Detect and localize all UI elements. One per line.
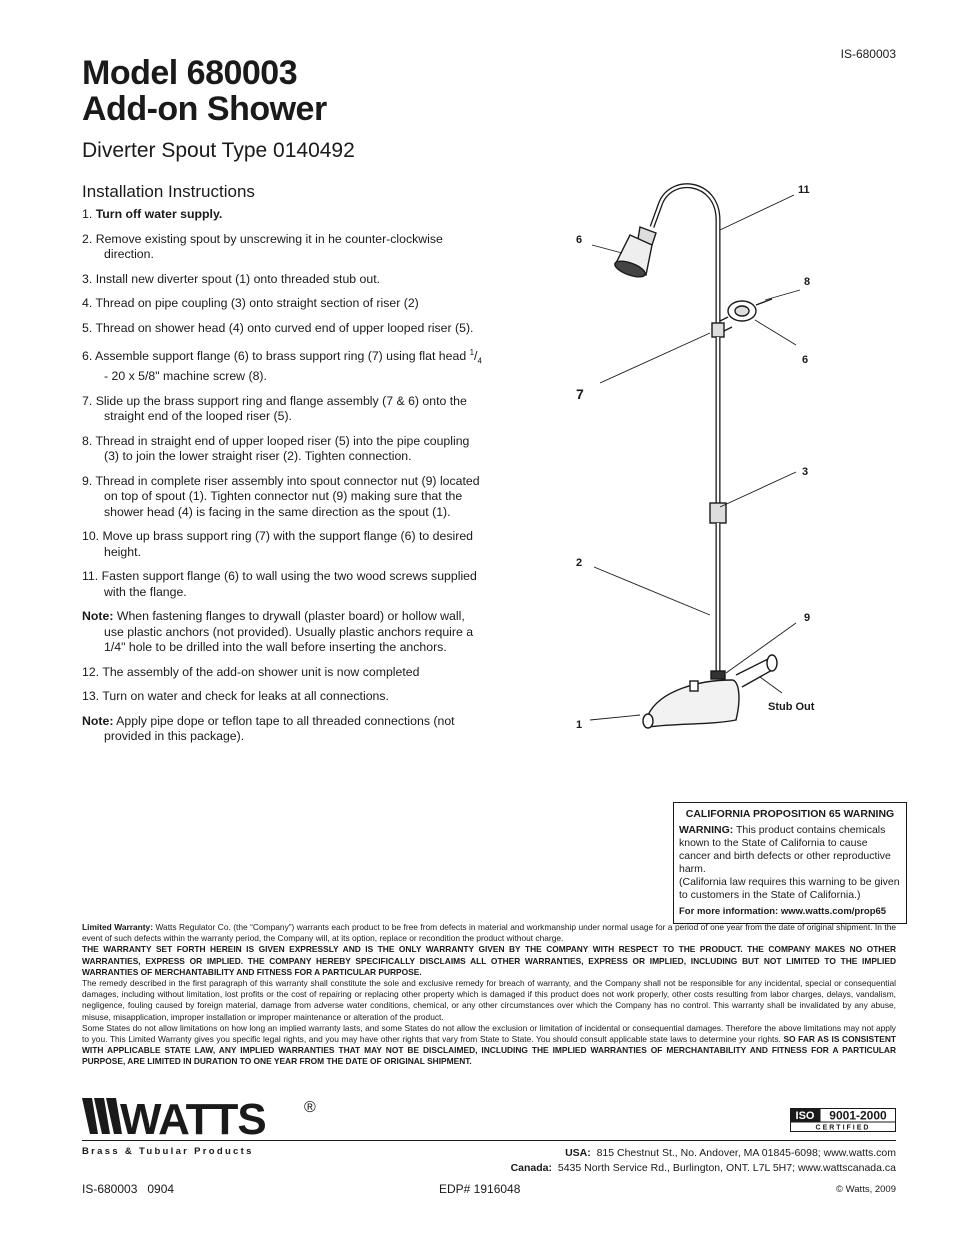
prop65-note: (California law requires this warning to be given to customers in the State of California.)	[679, 876, 900, 901]
step-5: 5. Thread on shower head (4) onto curved end of upper looped riser (5).	[82, 320, 474, 335]
section-title: Installation Instructions	[82, 182, 255, 201]
step-6: 6. Assemble support flange (6) to brass support ring (7) using flat head $^1/_4 - 20$ x 5/8" machine screw (8).	[82, 348, 482, 384]
footer-doc-code: IS-680003 0904	[82, 1182, 175, 1196]
watts-logo	[82, 1094, 322, 1138]
callout-1: 1	[576, 719, 583, 731]
callout-6-flange: 6	[802, 354, 809, 366]
svg-text:ISO: ISO	[795, 1110, 815, 1122]
step-7: 7. Slide up the brass support ring and flange assembly (7 & 6) onto the straight end of the looped riser (5).	[82, 393, 467, 424]
iso-certified-badge	[790, 1108, 896, 1132]
step-10: 10. Move up brass support ring (7) with the support flange (6) to desired height.	[82, 529, 473, 559]
footer-copyright: © Watts, 2009	[836, 1184, 896, 1195]
support-ring	[712, 323, 724, 337]
shower-assembly-diagram	[560, 175, 830, 745]
callout-7: 7	[576, 386, 584, 402]
prop65-warning-box	[673, 802, 907, 924]
machine-screw	[756, 299, 772, 305]
shower-head-icon	[613, 227, 656, 280]
callout-11: 11	[798, 184, 810, 196]
svg-text:9001-2000: 9001-2000	[829, 1108, 887, 1123]
company-addresses	[511, 1146, 896, 1176]
document-id: IS-680003	[840, 47, 896, 61]
callout-3: 3	[802, 466, 809, 478]
step-3: 3. Install new diverter spout (1) onto threaded stub out.	[82, 271, 381, 286]
warranty-para-1: Limited Warranty: Watts Regulator Co. (the “Company”) warrants each product to be free from defects in material and workmanship under normal usage for a period of one year from the date of original shipment. In the event of such defects within the warranty period, the Company will, at its option, replace or recondition the product without charge. THE WARRANTY SET FORTH HEREIN IS GIVEN EXPRESSLY AND IS THE ONLY WARRANTY GIVEN BY THE COMPANY WITH RESPECT TO THE PRODUCT. THE COMPANY MAKES NO OTHER WARRANTIES, EXPRESS OR IMPLIED. THE COMPANY HEREBY SPECIFICALLY DISCLAIMS ALL OTHER WARRANTIES, EXPRESS OR IMPLIED, INCLUDING BUT NOT LIMITED TO THE IMPLIED WARRANTIES OF MERCHANTABILITY AND FITNESS FOR A PARTICULAR PURPOSE.	[82, 922, 897, 977]
step-2: 2. Remove existing spout by unscrewing it in he counter-clockwise direction.	[82, 231, 443, 261]
registered-mark: ®	[304, 1099, 316, 1116]
connector-nut	[711, 671, 725, 679]
prop65-warning: WARNING: This product contains chemicals known to the State of California to cause cancer and birth defects or other reproductive harm.	[679, 824, 891, 875]
step-11: 11. Fasten support flange (6) to wall using the two wood screws supplied with the flange.	[82, 569, 477, 599]
address-usa: USA: 815 Chestnut St., No. Andover, MA 01845-6098; www.watts.com	[565, 1147, 896, 1159]
title-line-1: Model 680003	[82, 54, 298, 92]
callout-stub-out: Stub Out	[768, 701, 815, 713]
prop65-heading: CALIFORNIA PROPOSITION 65 WARNING	[685, 808, 895, 820]
note-pipe-dope: Note: Apply pipe dope or teflon tape to all threaded connections (not provided in this package).	[82, 713, 455, 744]
limited-warranty	[82, 922, 896, 1068]
logo-wordmark: WATTS	[120, 1095, 266, 1138]
instruction-list	[82, 207, 482, 754]
address-canada: Canada: 5435 North Service Rd., Burlington, ONT. L7L 5H7; www.wattscanada.ca	[510, 1162, 896, 1174]
step-4: 4. Thread on pipe coupling (3) onto straight section of riser (2)	[82, 296, 419, 310]
callout-9: 9	[804, 612, 811, 624]
note-drywall: Note: When fastening flanges to drywall (plaster board) or hollow wall, use plastic anchors (not provided). Usually plastic anchors require a 1/4" hole to be drilled into the wall before inserting the anchors.	[82, 609, 474, 655]
svg-text:CERTIFIED: CERTIFIED	[815, 1124, 871, 1132]
page-subtitle: Diverter Spout Type 0140492	[82, 139, 355, 162]
warranty-para-2: The remedy described in the first paragraph of this warranty shall constitute the sole and exclusive remedy for breach of warranty, and the Company shall not be responsible for any incidental, special or consequential damages, including without limitation, lost profits or the cost of repairing or replacing other property which is damaged if this product does not work properly, other costs resulting from labor charges, delays, vandalism, negligence, fouling caused by foreign material, damage from adverse water conditions, chemical, or any other circumstances over which the Company has no control. This warranty shall be invalidated by any abuse, misuse, misapplication, improper installation or improper maintenance or alteration of the product.	[82, 978, 896, 1022]
step-1: 1. Turn off water supply.	[82, 207, 223, 221]
callout-8: 8	[804, 276, 811, 288]
callout-2: 2	[576, 557, 583, 569]
warranty-para-3: Some States do not allow limitations on how long an implied warranty lasts, and some States do not allow the exclusion or limitation of incidental or consequential damages. Therefore the above limitations may not apply to you. This Limited Warranty gives you specific legal rights, and you may have other rights that vary from State to State. You should consult applicable state laws to determine your rights. SO FAR AS IS CONSISTENT WITH APPLICABLE STATE LAW, ANY IMPLIED WARRANTIES THAT MAY NOT BE DISCLAIMED, INCLUDING THE IMPLIED WARRANTIES OF MERCHANTABILITY AND FITNESS FOR A PARTICULAR PURPOSE, ARE LIMITED IN DURATION TO ONE YEAR FROM THE DATE OF ORIGINAL SHIPMENT.	[82, 1022, 896, 1067]
step-8: 8. Thread in straight end of upper looped riser (5) into the pipe coupling (3) to join the lower straight riser (2). Tighten connection.	[82, 433, 470, 464]
step-12: 12. The assembly of the add-on shower unit is now completed	[82, 664, 420, 679]
page-title	[82, 55, 327, 127]
footer-edp: EDP# 1916048	[439, 1182, 521, 1196]
title-line-2: Add-on Shower	[82, 90, 327, 128]
callout-6-head: 6	[576, 234, 583, 246]
prop65-more-info: For more information: www.watts.com/prop65	[679, 906, 887, 917]
upper-looped-riser	[652, 186, 718, 325]
pipe-coupling	[710, 503, 726, 523]
step-13: 13. Turn on water and check for leaks at all connections.	[82, 689, 389, 704]
step-9: 9. Thread in complete riser assembly into spout connector nut (9) located on top of spout (1). Tighten connector nut (9) making sure that the shower head (4) is facing in the same direction as the spout (1).	[82, 473, 480, 519]
brand-tagline: Brass & Tubular Products	[82, 1146, 254, 1157]
footer-divider	[82, 1140, 896, 1141]
